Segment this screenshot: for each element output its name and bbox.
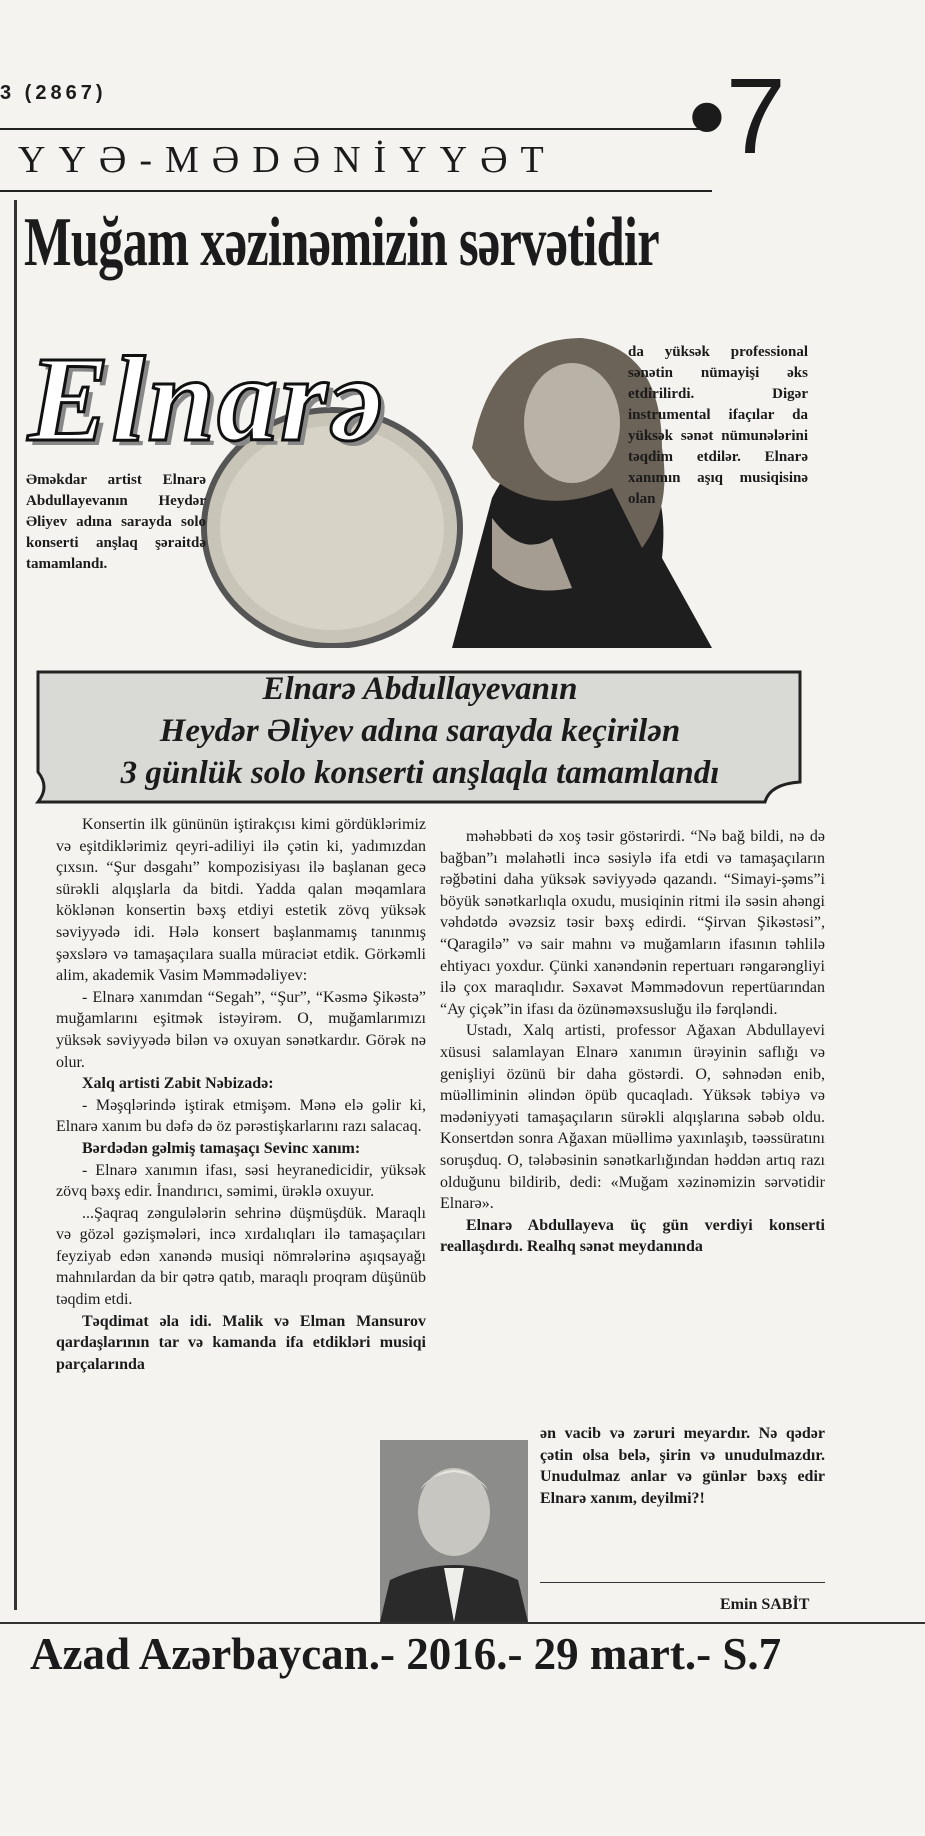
page-number: •7 — [688, 55, 786, 176]
paragraph: ...Şaqraq zəngulələrin sehrinə düşmüşdük. Maraqlı və gözəl gəzişmələri, incə xırdalıqları ilə tamaşaçıları feyziyab edən xanəndə musiqi nömrələrinə aşıqsayağı mahnılardan da bir qətrə qatıb, maraqlı proqram düşünüb təqdim etdi. — [56, 1204, 426, 1309]
subheadline — [40, 668, 800, 794]
paragraph: Ustadı, Xalq artisti, professor Ağaxan Abdullayevi xüsusi salamlayan Elnarə xanımın ürəyinin saflığı və genişliyi özünü bir daha göstərdi. O, səhnədən enib, müəlliminin əlindən öpüb qucaqladı. Yüksək təbiyə və mədəniyyəti tamaşaçıların sürəkli alqışlarına səbəb oldu. Konsertdən sonra Ağaxan müəllimə yaxınlaşıb, təəssüratını soruşduq. O, tələbəsinin sənətkarlığından həddən artıq razı olduğunu bildirib, dedi: «Muğam xəzinəmizin sərvətidir Elnarə». — [440, 1022, 825, 1213]
paragraph: Konsertin ilk gününün iştirakçısı kimi gördüklərimiz və eşitdiklərimiz qeyri-adiliyi ilə çətin ki, yadımızdan çıxsın. “Şur dəsgahı” kompozisiyası ilə başlanan gecə sürəkli alqışlarla da bitdi. Yadda qalan məqamlara köklənən konsertin bəxş etdiyi estetik zövq yüksək səviyyədə idi. Hələ konsert başlanmamış tanınmış şəxslərə və tamaşaçılara sualla müraciət etdik. Görkəmli alim, akademik Vasim Məmmədəliyev: — [56, 816, 426, 985]
section-rule-bottom — [0, 190, 712, 192]
section-rule-top — [0, 128, 712, 130]
portrait-photo — [380, 1440, 528, 1622]
singer-name: Elnarə — [28, 332, 386, 467]
byline: Emin SABİT — [720, 1596, 810, 1613]
body-column-2-continued — [540, 1423, 825, 1509]
paragraph: Xalq artisti Zabit Nəbizadə: — [82, 1075, 274, 1093]
bottom-rule — [0, 1622, 925, 1624]
byline-rule — [540, 1582, 825, 1583]
column-divider — [14, 200, 17, 1610]
subheadline-line-3: 3 günlük solo konserti anşlaqla tamamlandı — [120, 755, 720, 791]
subheadline-line-1: Elnarə Abdullayevanın — [262, 671, 578, 707]
body-column-2 — [440, 826, 825, 1258]
headline: Muğam xəzinəmizin sərvətidir — [24, 204, 659, 281]
paragraph: - Elnarə xanımın ifası, səsi heyranedicidir, yüksək zövq bəxş edir. İnandırıcı, səmimi, ürəklə oxuyur. — [56, 1161, 426, 1201]
issue-number: 3 (2867) — [0, 82, 107, 104]
paragraph: - Elnarə xanımdan “Segah”, “Şur”, “Kəsmə Şikəstə” muğamlarını eşitmək istəyirəm. O, muğamlarımızı yüksək səviyyədə bilən və oxuyan sənətkardır. Görək nə olur. — [56, 988, 426, 1071]
body-column-1 — [56, 814, 426, 1375]
intro-text: Əməkdar artist Elnarə Abdullayevanın Heydər Əliyev adına sarayda solo konserti anşlaq şəraitdə tamamlandı. — [26, 472, 206, 572]
paragraph: ən vacib və zəruri meyardır. Nə qədər çətin olsa belə, şirin və unudulmazdır. Unudulmaz anlar və günlər bəxş edir Elnarə xanım, deyilmi?! — [540, 1425, 825, 1507]
paragraph: - Məşqlərində iştirak etmişəm. Mənə elə gəlir ki, Elnarə xanım bu dəfə də öz pərəstişkarlarını razı salacaq. — [56, 1096, 426, 1136]
right-column-text: da yüksək professional sənətin nümayişi əks etdirilirdi. Digər instrumental ifaçılar da yüksək sənət nümunələrini təqdim etdilər. Elnarə xanımın aşıq musiqisinə olan — [628, 344, 808, 507]
paragraph: Bərdədən gəlmiş tamaşaçı Sevinc xanım: — [82, 1139, 361, 1157]
paragraph: məhəbbəti də xoş təsir göstərirdi. “Nə bağ bildi, nə də bağban”ı məlahətli incə səsiylə ifa etdi və tamaşaçıların rəğbətini daha yüksək səviyyədə qazandı. “Simayi-şəms”i böyük sənətkarlıqla oxudu, musiqinin ritmi ilə səsin ahəngi vəhdətdə əvəzsiz təsir bəxş edirdi. “Şirvan Şikəstəsi”, “Qaragilə” və sair mahnı və muğamların ifasının təhlilə ehtiyacı yoxdur. Çünki xanəndənin repertuarı rəngarəngliyi ilə çox maraqlıdır. Səxavət Məmmədovun repertüarından “Ay çiçək”in ifası da özünəməxsusluğu ilə fərqləndi. — [440, 828, 825, 1018]
subheadline-line-2: Heydər Əliyev adına sarayda keçirilən — [159, 713, 681, 749]
source-caption: Azad Azərbaycan.- 2016.- 29 mart.- S.7 — [30, 1629, 782, 1679]
paragraph: Elnarə Abdullayeva üç gün verdiyi konserti reallaşdırdı. Realhq sənət meydanında — [440, 1216, 825, 1256]
section-title: YYƏ-MƏDƏNİYYƏT — [18, 139, 557, 181]
paragraph: Təqdimat əla idi. Malik və Elman Mansurov qardaşlarının tar və kamanda ifa etdikləri musiqi parçalarında — [56, 1312, 426, 1373]
